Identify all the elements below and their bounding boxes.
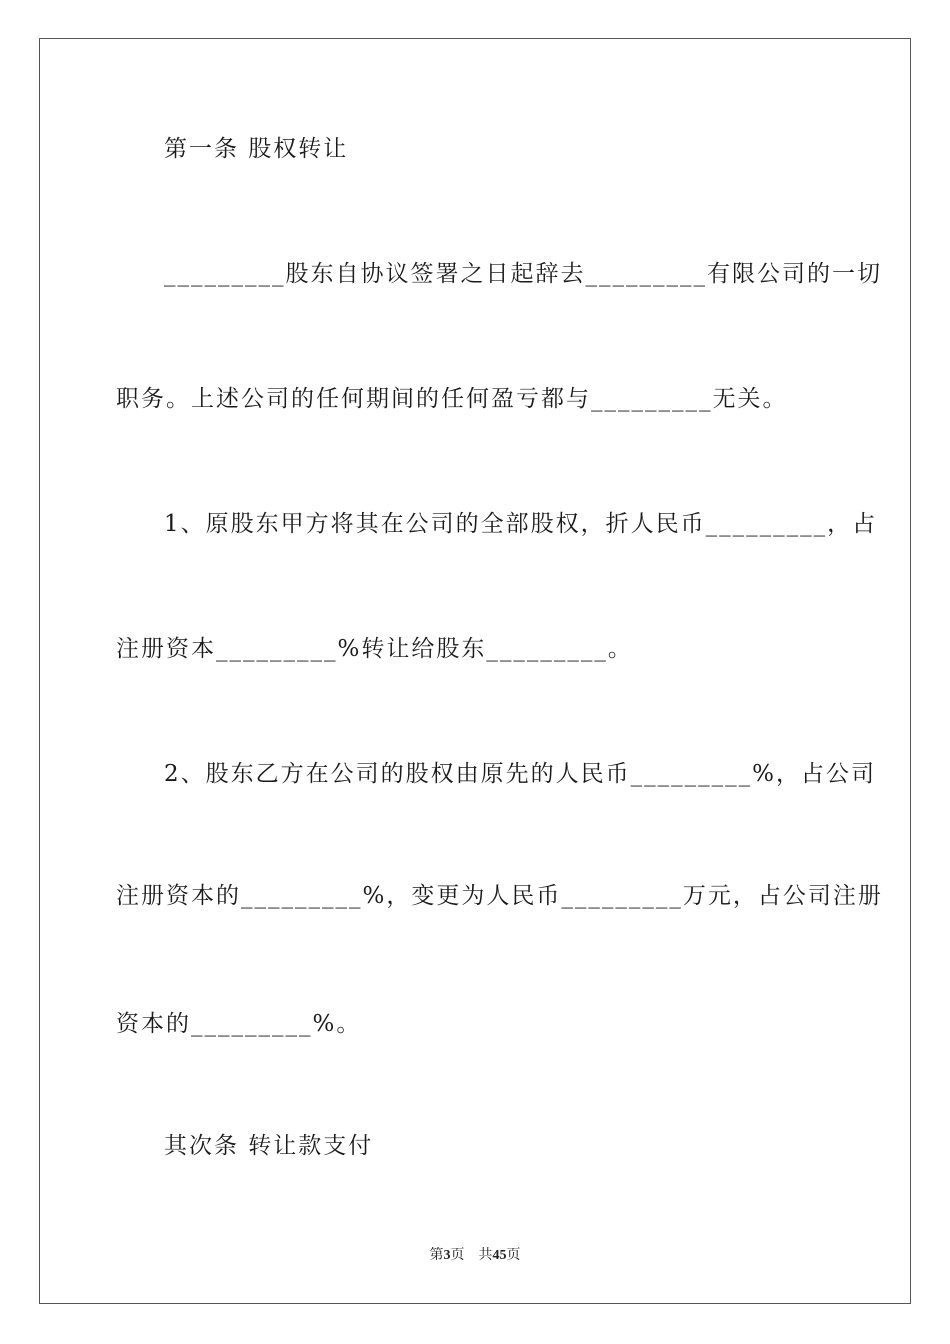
page-footer bbox=[0, 1247, 950, 1265]
total-suffix: 页 bbox=[506, 1248, 521, 1263]
clause-2-line: 2、股东乙方在公司的股权由原先的人民币_________%，占公司 bbox=[164, 761, 876, 787]
page-suffix: 页 bbox=[450, 1248, 465, 1263]
clause-2-line: 资本的_________%。 bbox=[116, 1011, 362, 1037]
page-total: 45 bbox=[492, 1248, 507, 1263]
clause-1-line: 1、原股东甲方将其在公司的全部股权，折人民币_________，占 bbox=[164, 511, 878, 537]
article-1-heading: 第一条 股权转让 bbox=[164, 136, 349, 162]
page-current: 3 bbox=[443, 1248, 451, 1263]
clause-1-line: 注册资本_________%转让给股东_________。 bbox=[116, 636, 633, 662]
total-prefix: 共 bbox=[478, 1248, 493, 1263]
clause-2-line: 注册资本的_________%，变更为人民币_________万元，占公司注册 bbox=[116, 883, 883, 909]
paragraph-line: _________股东自协议签署之日起辞去_________有限公司的一切 bbox=[164, 261, 882, 287]
paragraph-line: 职务。上述公司的任何期间的任何盈亏都与_________无关。 bbox=[116, 386, 788, 412]
page-prefix: 第 bbox=[429, 1248, 444, 1263]
article-2-heading: 其次条 转让款支付 bbox=[164, 1133, 374, 1159]
page-border bbox=[39, 38, 911, 1304]
